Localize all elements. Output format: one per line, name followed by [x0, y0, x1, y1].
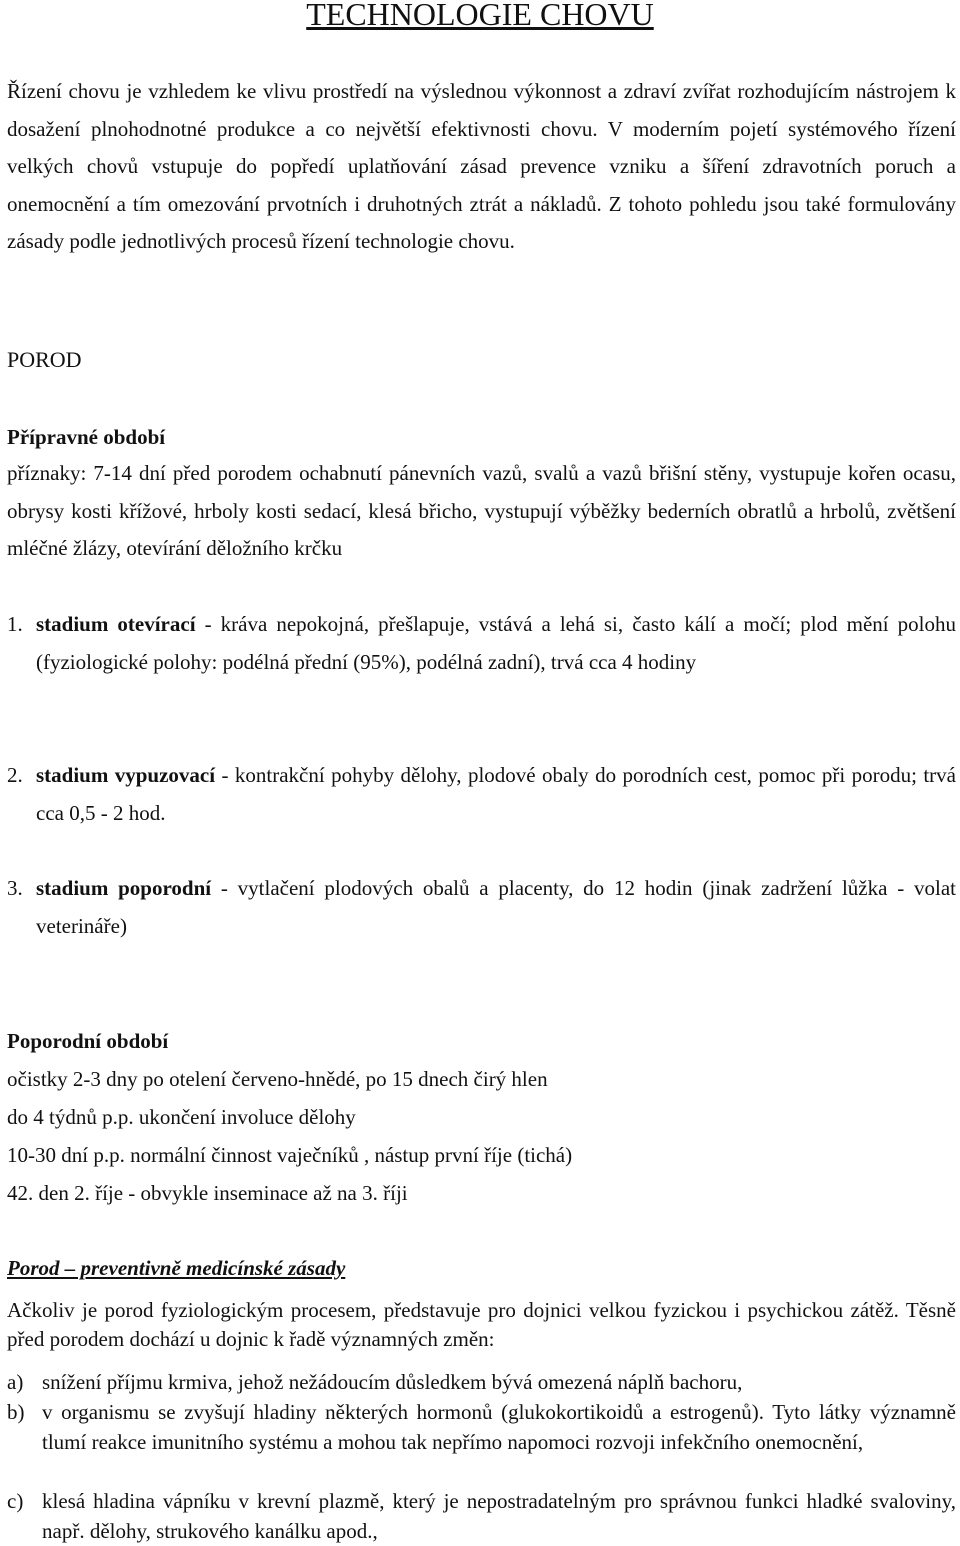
stage-name: stadium poporodní	[36, 876, 212, 900]
stage-number: 1.	[7, 612, 23, 636]
stage-name: stadium vypuzovací	[36, 763, 216, 787]
list-item	[7, 1487, 956, 1546]
list-item	[7, 1398, 956, 1457]
poporodni-line: do 4 týdnů p.p. ukončení involuce dělohy	[7, 1105, 356, 1129]
list-item	[7, 1368, 956, 1398]
poporodni-line: 10-30 dní p.p. normální činnost vaječníků , nástup první říje (tichá)	[7, 1143, 573, 1167]
stage-3	[7, 870, 956, 945]
subheading-zasady: Porod – preventivně medicínské zásady	[7, 1256, 346, 1280]
stage-text: - vytlačení plodových obalů a placenty, do 12 hodin (jinak zadržení lůžka - volat veterináře)	[36, 876, 956, 938]
stage-name: stadium otevírací	[36, 612, 196, 636]
list-item-text: klesá hladina vápníku v krevní plazmě, který je nepostradatelným pro správnou funkci hladké svaloviny, např. dělohy, strukového kanálku apod.,	[42, 1489, 956, 1543]
list-item-text: v organismu se zvyšují hladiny některých hormonů (glukokortikoidů a estrogenů). Tyto látky významně tlumí reakce imunitního systému a mohou tak nepřímo napomoci rozvoji infekčního onemocnění,	[42, 1400, 956, 1454]
intro-paragraph: Řízení chovu je vzhledem ke vlivu prostředí na výslednou výkonnost a zdraví zvířat rozhodujícím nástrojem k dosažení plnohodnotné produkce a co největší efektivnosti chovu. V moderním pojetí systémového řízení velkých chovů vstupuje do popředí uplatňování zásad prevence vzniku a šíření zdravotních poruch a onemocnění a tím omezování prvotních i druhotných ztrát a nákladů. Z tohoto pohledu jsou také formulovány zásady podle jednotlivých procesů řízení technologie chovu.	[7, 79, 956, 254]
subheading-poporodni-obdobi: Poporodní období	[7, 1029, 169, 1053]
poporodni-line: 42. den 2. říje - obvykle inseminace až na 3. říji	[7, 1181, 408, 1205]
list-item-label: c)	[7, 1489, 24, 1513]
stage-number: 2.	[7, 763, 23, 787]
list-item-text: snížení příjmu krmiva, jehož nežádoucím důsledkem bývá omezená náplň bachoru,	[42, 1370, 743, 1394]
stage-text: - kontrakční pohyby dělohy, plodové obaly do porodních cest, pomoc při porodu; trvá cca 0,5 - 2 hod.	[36, 763, 957, 825]
poporodni-line: očistky 2-3 dny po otelení červeno-hnědé, po 15 dnech čirý hlen	[7, 1067, 548, 1091]
stage-number: 3.	[7, 876, 23, 900]
list-item-label: a)	[7, 1370, 24, 1394]
zasady-paragraph: Ačkoliv je porod fyziologickým procesem, představuje pro dojnici velkou fyzickou i psychickou zátěž. Těsně před porodem dochází u dojnic k řadě významných změn:	[7, 1298, 956, 1351]
page-title: TECHNOLOGIE CHOVU	[306, 0, 654, 32]
stage-text: - kráva nepokojná, přešlapuje, vstává a lehá si, často kálí a močí; plod mění polohu (fyziologické polohy: podélná přední (95%), podélná zadní), trvá cca 4 hodiny	[36, 612, 956, 674]
section-heading-porod: POROD	[7, 347, 82, 372]
list-item-label: b)	[7, 1400, 25, 1424]
stage-2	[7, 757, 956, 832]
pripravne-paragraph: příznaky: 7-14 dní před porodem ochabnutí pánevních vazů, svalů a vazů břišní stěny, vystupuje kořen ocasu, obrysy kosti křížové, hrboly kosti sedací, klesá břicho, vystupují výběžky bederních obratlů a hrbolů, zvětšení mléčné žlázy, otevírání děložního krčku	[7, 461, 956, 561]
subheading-pripravne-obdobi: Přípravné období	[7, 425, 166, 449]
stage-1	[7, 606, 956, 681]
